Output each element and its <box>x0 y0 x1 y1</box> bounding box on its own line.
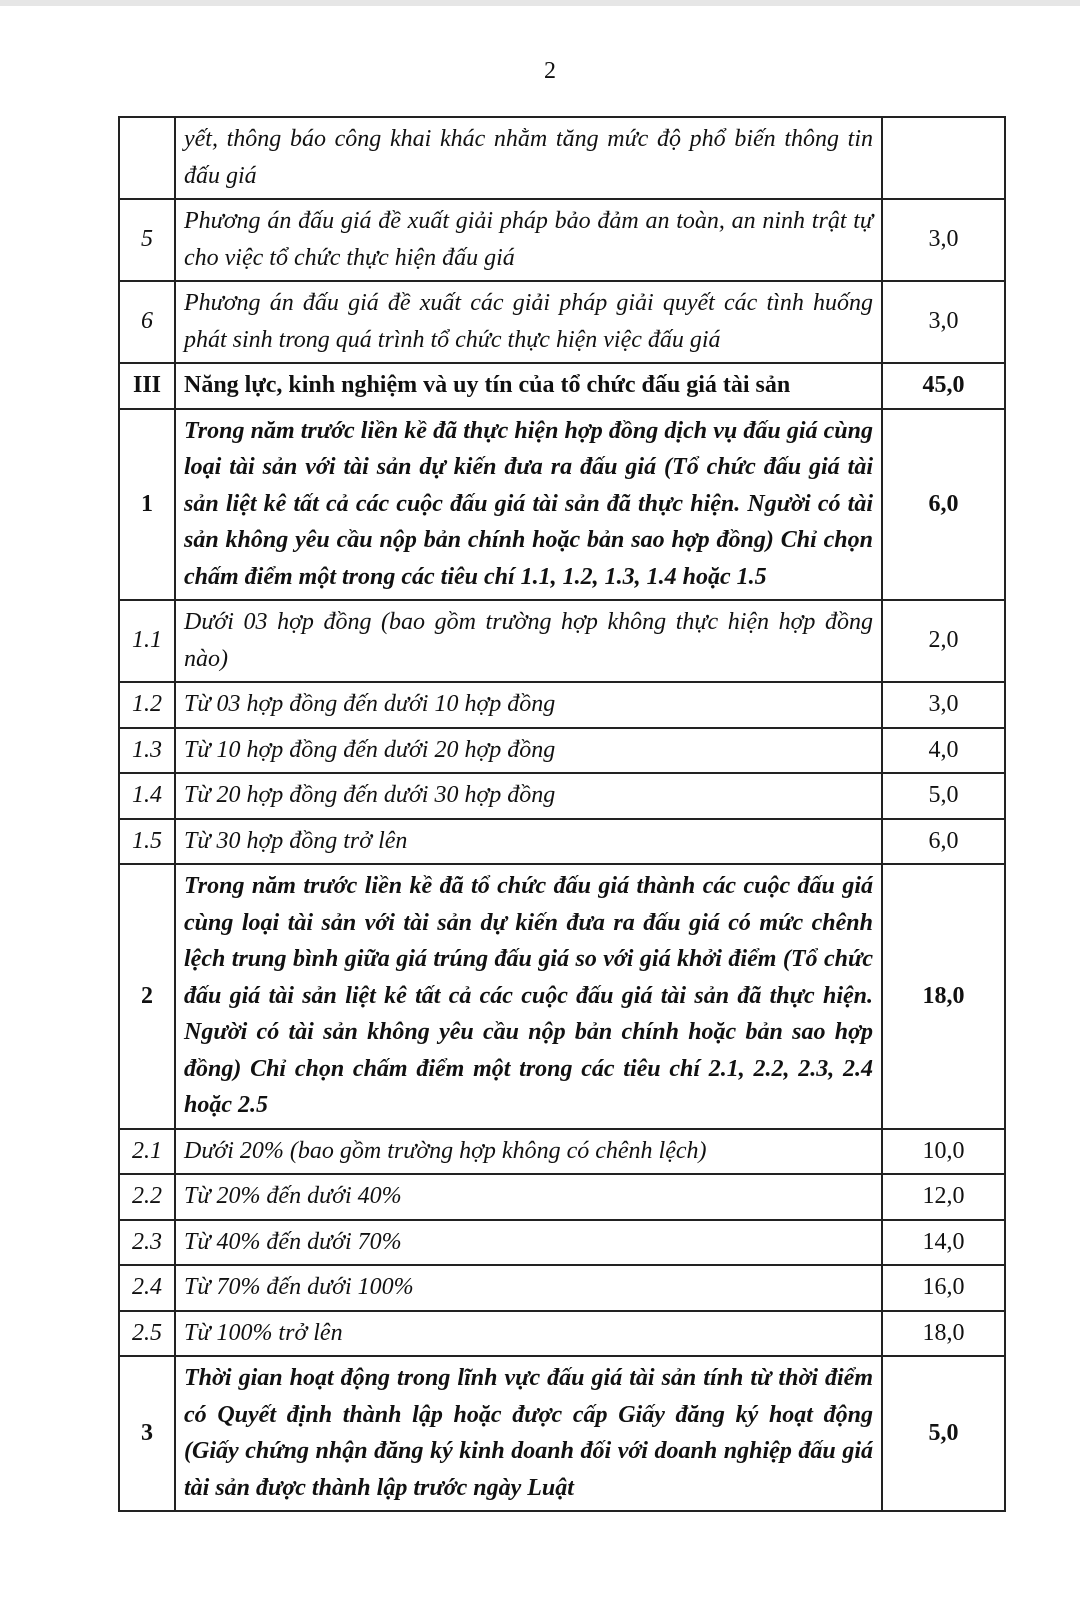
table-row <box>119 1356 1005 1511</box>
row-number-cell: 2 <box>119 864 175 1129</box>
table-row <box>119 199 1005 281</box>
table-row <box>119 819 1005 865</box>
criterion-cell: Từ 30 hợp đồng trở lên <box>175 819 882 865</box>
table-body <box>119 117 1005 1511</box>
criterion-cell: Thời gian hoạt động trong lĩnh vực đấu giá tài sản tính từ thời điểm có Quyết định thành lập hoặc được cấp Giấy đăng ký hoạt động (Giấy chứng nhận đăng ký kinh doanh đối với doanh nghiệp đấu giá tài sản được thành lập trước ngày Luật <box>175 1356 882 1511</box>
row-number-cell: 2.4 <box>119 1265 175 1311</box>
row-number-cell: 2.3 <box>119 1220 175 1266</box>
score-cell: 6,0 <box>882 409 1005 601</box>
row-number-cell: 1.2 <box>119 682 175 728</box>
table-row <box>119 864 1005 1129</box>
page-number: 2 <box>544 58 556 84</box>
score-cell: 3,0 <box>882 682 1005 728</box>
table-row <box>119 773 1005 819</box>
table-row <box>119 1311 1005 1357</box>
criterion-cell: Từ 40% đến dưới 70% <box>175 1220 882 1266</box>
row-number-cell: 1.3 <box>119 728 175 774</box>
score-cell: 12,0 <box>882 1174 1005 1220</box>
score-cell: 4,0 <box>882 728 1005 774</box>
table-row <box>119 1129 1005 1175</box>
row-number-cell: 5 <box>119 199 175 281</box>
criterion-cell: Từ 03 hợp đồng đến dưới 10 hợp đồng <box>175 682 882 728</box>
score-cell: 18,0 <box>882 864 1005 1129</box>
row-number-cell: 1.5 <box>119 819 175 865</box>
table-row <box>119 682 1005 728</box>
row-number-cell: 1 <box>119 409 175 601</box>
score-cell: 16,0 <box>882 1265 1005 1311</box>
criterion-cell: Trong năm trước liền kề đã tổ chức đấu giá thành các cuộc đấu giá cùng loại tài sản với tài sản dự kiến đưa ra đấu giá có mức chênh lệch trung bình giữa giá trúng đấu giá so với giá khởi điểm (Tổ chức đấu giá tài sản liệt kê tất cả các cuộc đấu giá tài sản đã thực hiện. Người có tài sản không yêu cầu nộp bản chính hoặc bản sao hợp đồng) Chỉ chọn chấm điểm một trong các tiêu chí 2.1, 2.2, 2.3, 2.4 hoặc 2.5 <box>175 864 882 1129</box>
row-number-cell: 1.4 <box>119 773 175 819</box>
criterion-cell: Phương án đấu giá đề xuất giải pháp bảo đảm an toàn, an ninh trật tự cho việc tổ chức thực hiện đấu giá <box>175 199 882 281</box>
row-number-cell: 6 <box>119 281 175 363</box>
table-row <box>119 600 1005 682</box>
table-row <box>119 409 1005 601</box>
table-row <box>119 281 1005 363</box>
table-row <box>119 1265 1005 1311</box>
criterion-cell: Năng lực, kinh nghiệm và uy tín của tổ chức đấu giá tài sản <box>175 363 882 409</box>
criterion-cell: Từ 70% đến dưới 100% <box>175 1265 882 1311</box>
table-row <box>119 363 1005 409</box>
criterion-cell: Từ 100% trở lên <box>175 1311 882 1357</box>
score-cell: 10,0 <box>882 1129 1005 1175</box>
criterion-cell: Dưới 03 hợp đồng (bao gồm trường hợp không thực hiện hợp đồng nào) <box>175 600 882 682</box>
row-number-cell <box>119 117 175 199</box>
score-cell: 14,0 <box>882 1220 1005 1266</box>
score-cell: 3,0 <box>882 199 1005 281</box>
table-row <box>119 117 1005 199</box>
score-cell: 45,0 <box>882 363 1005 409</box>
row-number-cell: 1.1 <box>119 600 175 682</box>
table-row <box>119 728 1005 774</box>
score-cell: 3,0 <box>882 281 1005 363</box>
table-row <box>119 1174 1005 1220</box>
row-number-cell: 2.1 <box>119 1129 175 1175</box>
row-number-cell: 2.2 <box>119 1174 175 1220</box>
score-cell <box>882 117 1005 199</box>
row-number-cell: 3 <box>119 1356 175 1511</box>
criterion-cell: Từ 20 hợp đồng đến dưới 30 hợp đồng <box>175 773 882 819</box>
scoring-criteria-table <box>118 116 1006 1512</box>
row-number-cell: III <box>119 363 175 409</box>
table-row <box>119 1220 1005 1266</box>
score-cell: 2,0 <box>882 600 1005 682</box>
score-cell: 6,0 <box>882 819 1005 865</box>
criterion-cell: Phương án đấu giá đề xuất các giải pháp giải quyết các tình huống phát sinh trong quá trình tổ chức thực hiện việc đấu giá <box>175 281 882 363</box>
criterion-cell: Từ 20% đến dưới 40% <box>175 1174 882 1220</box>
criterion-cell: Dưới 20% (bao gồm trường hợp không có chênh lệch) <box>175 1129 882 1175</box>
viewer-top-bar <box>0 0 1080 6</box>
score-cell: 5,0 <box>882 1356 1005 1511</box>
criterion-cell: yết, thông báo công khai khác nhằm tăng mức độ phổ biến thông tin đấu giá <box>175 117 882 199</box>
row-number-cell: 2.5 <box>119 1311 175 1357</box>
criterion-cell: Từ 10 hợp đồng đến dưới 20 hợp đồng <box>175 728 882 774</box>
score-cell: 18,0 <box>882 1311 1005 1357</box>
criterion-cell: Trong năm trước liền kề đã thực hiện hợp đồng dịch vụ đấu giá cùng loại tài sản với tài sản dự kiến đưa ra đấu giá (Tổ chức đấu giá tài sản liệt kê tất cả các cuộc đấu giá tài sản đã thực hiện. Người có tài sản không yêu cầu nộp bản chính hoặc bản sao hợp đồng) Chỉ chọn chấm điểm một trong các tiêu chí 1.1, 1.2, 1.3, 1.4 hoặc 1.5 <box>175 409 882 601</box>
score-cell: 5,0 <box>882 773 1005 819</box>
